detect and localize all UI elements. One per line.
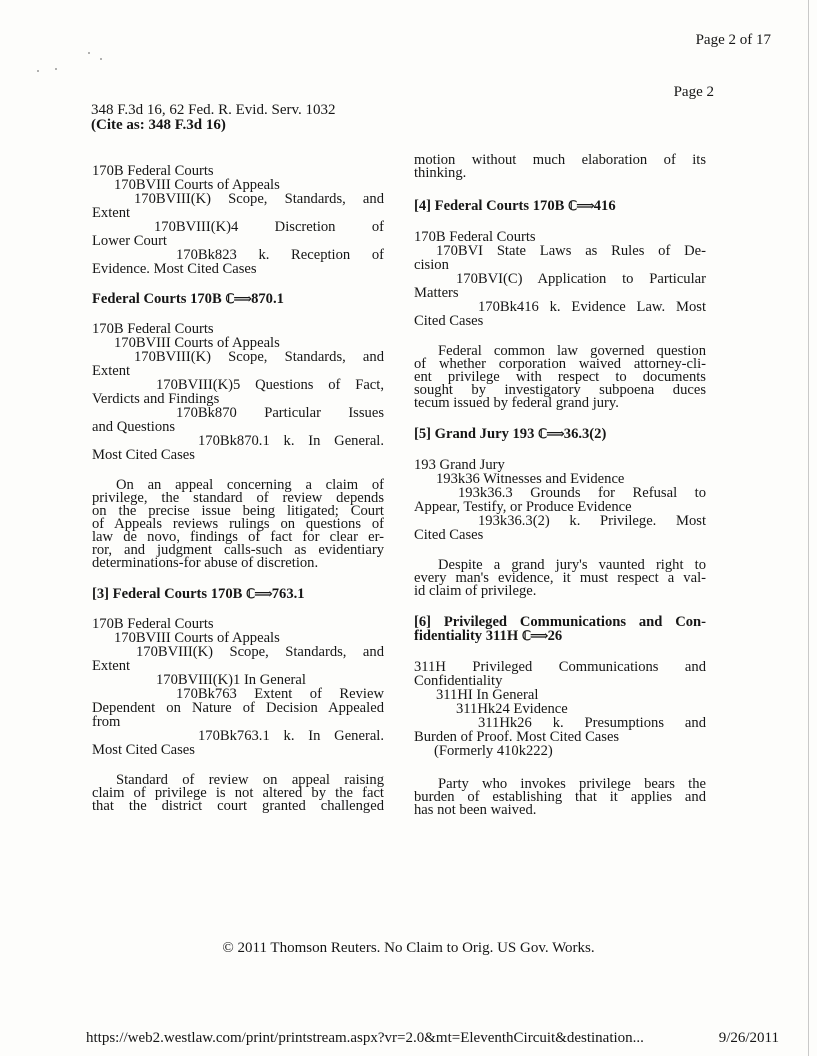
paragraph-line: has not been waived. — [414, 802, 537, 818]
paragraph-line: Despite a grand jury's vaunted right to — [438, 557, 706, 573]
headnote-paragraph — [92, 479, 384, 570]
topic-line: 170BVIII Courts of Appeals — [114, 335, 280, 351]
topic-line: 193k36 Witnesses and Evidence — [436, 471, 625, 487]
headnote-heading-3 — [92, 587, 384, 601]
topic-line: 170B Federal Courts — [92, 321, 214, 337]
key-number: 26 — [547, 628, 563, 644]
topic-line: 311H Privileged Communications and — [414, 659, 706, 675]
key-number: 416 — [593, 198, 616, 214]
topic-line: 170Bk763 Extent of Review — [176, 686, 384, 702]
paragraph-line: that the district court granted challenged — [92, 798, 384, 814]
topic-line: 170Bk763.1 k. In General. — [198, 728, 384, 744]
topic-line: Lower Court — [92, 233, 167, 249]
topic-line: 311Hk24 Evidence — [456, 701, 568, 717]
headnote-heading-6-cont — [414, 629, 706, 643]
headnote-title: [5] Grand Jury 193 — [414, 426, 539, 442]
paragraph-line: thinking. — [414, 165, 467, 181]
paragraph-line: determinations-for abuse of discretion. — [92, 555, 319, 571]
topic-line: 170BVI(C) Application to Particular — [456, 271, 706, 287]
topic-line: 193k36.3 Grounds for Refusal to — [458, 485, 706, 501]
topic-line: Extent — [92, 658, 131, 674]
topic-line: 170Bk416 k. Evidence Law. Most — [478, 299, 706, 315]
print-date: 9/26/2011 — [718, 1030, 779, 1046]
topic-line: 170B Federal Courts — [92, 616, 214, 632]
key-number-icon: ℂ⟹ — [568, 198, 594, 213]
topic-line: 170B Federal Courts — [92, 163, 214, 179]
topic-line: Most Cited Cases — [92, 447, 195, 463]
topic-line: Cited Cases — [414, 313, 484, 329]
topic-line: 170BVIII(K) Scope, Standards, and — [136, 644, 384, 660]
cite-as-line: (Cite as: 348 F.3d 16) — [91, 117, 226, 133]
paragraph-line: Party who invokes privilege bears the — [438, 776, 706, 792]
right-column — [414, 154, 706, 817]
key-number: 763.1 — [271, 586, 305, 602]
key-number-icon: ℂ⟹ — [246, 586, 272, 601]
key-number-icon: ℂ⟹ — [521, 628, 548, 643]
headnote-title: Federal Courts 170B — [92, 291, 226, 307]
paragraph-line: id claim of privilege. — [414, 583, 537, 599]
citation-line: 348 F.3d 16, 62 Fed. R. Evid. Serv. 1032 — [91, 102, 336, 118]
topic-line: 170Bk870.1 k. In General. — [198, 433, 384, 449]
scan-edge — [808, 0, 809, 1056]
topic-line: Appear, Testify, or Produce Evidence — [414, 499, 632, 515]
headnote-paragraph — [414, 778, 706, 817]
left-column — [92, 164, 384, 813]
headnote-paragraph — [414, 559, 706, 598]
topic-line: Matters — [414, 285, 459, 301]
scan-speck — [37, 70, 39, 72]
paragraph-line: of whether corporation waived attorney-cli- — [414, 356, 706, 372]
topic-line: (Formerly 410k222) — [434, 743, 553, 759]
headnote-heading-2 — [92, 292, 384, 306]
topic-line: 170BVIII(K)1 In General — [156, 672, 306, 688]
source-url: https://web2.westlaw.com/print/printstream.aspx?vr=2.0&mt=EleventhCircuit&destination... — [86, 1030, 644, 1046]
paragraph-line: Standard of review on appeal raising — [116, 772, 384, 788]
scan-speck — [55, 68, 57, 70]
headnote-heading-6: [6] Privileged Communications and Con- — [414, 614, 706, 630]
scan-speck — [88, 52, 90, 54]
paragraph-line: motion without much elaboration of its — [414, 152, 706, 168]
topic-line: Verdicts and Findings — [92, 391, 220, 407]
topic-line: Cited Cases — [414, 527, 484, 543]
paragraph-line: law de novo, findings of fact for clear er- — [92, 529, 384, 545]
headnote-paragraph — [92, 774, 384, 813]
key-number: 870.1 — [251, 291, 284, 307]
topic-line: 170B Federal Courts — [414, 229, 536, 245]
headnote-title: [4] Federal Courts 170B — [414, 198, 569, 214]
topic-line: cision — [414, 257, 449, 273]
topic-line: Confidentiality — [414, 673, 503, 689]
scan-speck — [100, 58, 102, 60]
paragraph-line: sought by investigatory subpoena duces — [414, 382, 706, 398]
topic-line: 311Hk26 k. Presumptions and — [478, 715, 706, 731]
topic-line: 311HI In General — [436, 687, 539, 703]
topic-line: Burden of Proof. Most Cited Cases — [414, 729, 620, 745]
topic-line: 193k36.3(2) k. Privilege. Most — [478, 513, 706, 529]
copyright-notice: © 2011 Thomson Reuters. No Claim to Orig. US Gov. Works. — [222, 940, 595, 956]
topic-line: and Questions — [92, 419, 176, 435]
paragraph-line: claim of privilege is not altered by the fact — [92, 785, 384, 801]
topic-line: from — [92, 714, 121, 730]
topic-line: 170BVIII(K) Scope, Standards, and — [134, 349, 384, 365]
topic-line: Extent — [92, 363, 131, 379]
topic-line: Extent — [92, 205, 131, 221]
topic-line: 193 Grand Jury — [414, 457, 505, 473]
topic-line: 170BVIII(K)5 Questions of Fact, — [156, 377, 384, 393]
paragraph-line: ent privilege with respect to documents — [414, 369, 706, 385]
topic-line: 170BVIII(K) Scope, Standards, and — [134, 191, 384, 207]
key-number-icon: ℂ⟹ — [538, 426, 564, 441]
topic-line: 170BVIII(K)4 Discretion of — [154, 219, 384, 235]
paragraph-line: privilege, the standard of review depends — [92, 490, 384, 506]
paragraph-line: of Appeals reviews rulings on questions of — [92, 516, 384, 532]
paragraph-line: tecum issued by federal grand jury. — [414, 395, 619, 411]
key-number: 36.3(2) — [563, 426, 607, 442]
paragraph-line: ror, and judgment calls-such as evidentiary — [92, 542, 384, 558]
paragraph-line: burden of establishing that it applies and — [414, 789, 706, 805]
topic-line: Evidence. Most Cited Cases — [92, 261, 257, 277]
continued-paragraph — [414, 154, 706, 180]
headnote-paragraph — [414, 345, 706, 410]
topic-line: Dependent on Nature of Decision Appealed — [92, 700, 384, 716]
topic-line: 170BVI State Laws as Rules of De- — [436, 243, 706, 259]
topic-line: 170BVIII Courts of Appeals — [114, 630, 280, 646]
topic-line: 170Bk870 Particular Issues — [176, 405, 384, 421]
headnote-heading-5 — [414, 427, 706, 441]
key-number-icon: ℂ⟹ — [225, 291, 252, 306]
headnote-heading-4 — [414, 199, 706, 213]
topic-line: 170BVIII Courts of Appeals — [114, 177, 280, 193]
paragraph-line: every man's evidence, it must respect a val- — [414, 570, 706, 586]
headnote-title: fidentiality 311H — [414, 628, 522, 644]
paragraph-line: on the precise issue being litigated; Court — [92, 503, 384, 519]
paragraph-line: On an appeal concerning a claim of — [116, 477, 384, 493]
page-of-count: Page 2 of 17 — [695, 32, 771, 48]
headnote-title: [3] Federal Courts 170B — [92, 586, 247, 602]
topic-line: Most Cited Cases — [92, 742, 195, 758]
paragraph-line: Federal common law governed question — [438, 343, 706, 359]
topic-line: 170Bk823 k. Reception of — [176, 247, 384, 263]
page-number: Page 2 — [673, 84, 714, 100]
